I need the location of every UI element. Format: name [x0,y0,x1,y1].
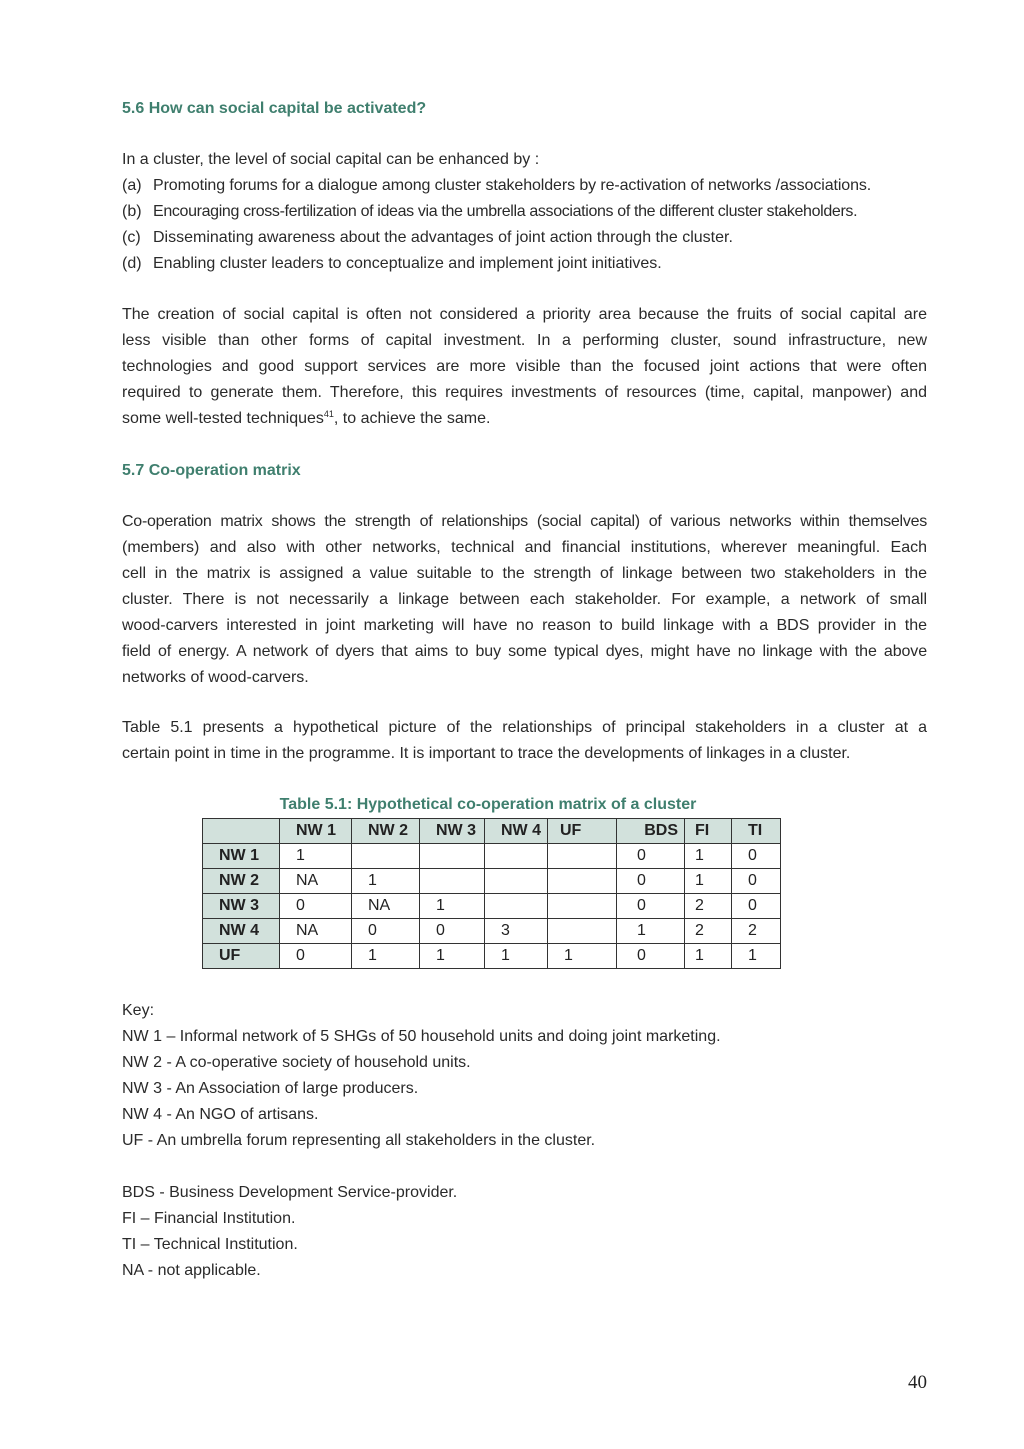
paragraph-line: field of energy. A network of dyers that aims to buy some typical dyes, might have no linkage with the above [122,643,927,660]
paragraph-line: cell in the matrix is assigned a value suitable to the strength of linkage between two stakeholders in the [122,565,927,582]
paragraph-line: The creation of social capital is often not considered a priority area because the fruits of social capital are [122,306,927,323]
key-section [122,998,927,1284]
table-cell [352,844,420,869]
table-cell: NA [280,869,352,894]
table-cell: 2 [685,919,732,944]
list-item-text: Enabling cluster leaders to conceptualize and implement joint initiatives. [153,255,662,272]
paragraph-line: cluster. There is not necessarily a linkage between each stakeholder. For example, a network of small [122,591,927,608]
table-cell: 1 [352,869,420,894]
paragraph-line: networks of wood-carvers. [122,669,309,686]
table-cell: 0 [617,944,685,969]
table-header-cell: TI [732,819,781,844]
table-cell: 0 [352,919,420,944]
list-marker: (b) [122,203,142,220]
page-number: 40 [908,1372,927,1393]
table-cell: NA [280,919,352,944]
table-cell: 0 [280,944,352,969]
table-row [203,919,781,944]
table-cell [548,919,617,944]
table-row-header: NW 3 [203,894,280,919]
table-cell [485,869,548,894]
paragraph-line: Co-operation matrix shows the strength of relationships (social capital) of various networks within themselves [122,513,927,530]
table-cell: 0 [617,844,685,869]
table-header-cell: UF [548,819,617,844]
table-cell: 0 [732,869,781,894]
list-item-a [122,173,927,199]
key-item: BDS - Business Development Service-provider. [122,1184,458,1201]
table-row-header: NW 4 [203,919,280,944]
list-item-b [122,199,927,225]
table-cell: 0 [617,894,685,919]
key-item: NA - not applicable. [122,1262,261,1279]
key-item: NW 2 - A co-operative society of household units. [122,1054,471,1071]
table-cell: 1 [732,944,781,969]
table-cell: 0 [280,894,352,919]
key-spacer [122,1154,927,1180]
list-item-c [122,225,927,251]
table-cell: 1 [685,944,732,969]
key-item: TI – Technical Institution. [122,1236,298,1253]
table-cell: 1 [685,869,732,894]
table-row-header: NW 2 [203,869,280,894]
table-caption: Table 5.1: Hypothetical co-operation matrix of a cluster [279,796,697,813]
key-item: NW 3 - An Association of large producers. [122,1080,419,1097]
list-marker: (c) [122,229,141,246]
footnote-ref: 41 [323,409,334,419]
paragraph-line-text: , to achieve the same. [333,410,491,427]
table-cell: 1 [617,919,685,944]
section-heading-5-7: 5.7 Co-operation matrix [122,462,301,479]
table-cell: 0 [732,894,781,919]
paragraph-line: Table 5.1 presents a hypothetical picture of the relationships of principal stakeholders in a cluster at a [122,719,927,736]
table-cell: 0 [732,844,781,869]
table-header-cell: FI [685,819,732,844]
key-item: UF - An umbrella forum representing all stakeholders in the cluster. [122,1132,596,1149]
intro-line: In a cluster, the level of social capital can be enhanced by : [122,151,540,168]
paragraph-line [122,406,927,432]
section-heading-5-6: 5.6 How can social capital be activated? [122,100,427,117]
table-row [203,894,781,919]
paragraph-line: wood-carvers interested in joint marketing will have no reason to build linkage with a BDS provider in the [122,617,927,634]
list-item-d [122,251,927,277]
table-row-header: UF [203,944,280,969]
table-cell: 0 [420,919,485,944]
paragraph-line: certain point in time in the programme. It is important to trace the developments of linkages in a cluster. [122,745,851,762]
co-operation-matrix-table [202,818,781,969]
table-header-row [203,819,781,844]
co-operation-matrix-paragraph [122,509,927,691]
table-cell [485,844,548,869]
table-cell: 2 [732,919,781,944]
key-item: NW 4 - An NGO of artisans. [122,1106,319,1123]
table-header-cell: BDS [617,819,685,844]
list-marker: (a) [122,177,142,194]
key-item: NW 1 – Informal network of 5 SHGs of 50 household units and doing joint marketing. [122,1028,721,1045]
table-intro-paragraph [122,715,927,767]
table-cell [420,844,485,869]
table-cell: 2 [685,894,732,919]
paragraph-line-text: some well-tested techniques [122,410,324,427]
table-cell: 1 [420,894,485,919]
table-row [203,869,781,894]
table-header-cell: NW 3 [420,819,485,844]
table-row-header: NW 1 [203,844,280,869]
table-cell: 1 [685,844,732,869]
section-5-6-body [122,147,927,277]
list-item-text: Promoting forums for a dialogue among cluster stakeholders by re-activation of networks /associations. [153,177,872,194]
list-marker: (d) [122,255,142,272]
table-header-cell: NW 4 [485,819,548,844]
table-header-cell: NW 1 [280,819,352,844]
paragraph-line: (members) and also with other networks, technical and financial institutions, wherever meaningful. Each [122,539,927,556]
paragraph-line: technologies and good support services are more visible than the focused joint actions that were often [122,358,927,375]
table-cell: 1 [420,944,485,969]
table-cell: NA [352,894,420,919]
table-cell [548,894,617,919]
table-cell: 0 [617,869,685,894]
table-cell [420,869,485,894]
table-cell [485,894,548,919]
table-cell: 1 [548,944,617,969]
table-row [203,844,781,869]
table-header-cell [203,819,280,844]
key-title: Key: [122,1002,155,1019]
table-cell [548,869,617,894]
paragraph-line: less visible than other forms of capital investment. In a performing cluster, sound infrastructure, new [122,332,927,349]
table-row [203,944,781,969]
list-item-text: Disseminating awareness about the advantages of joint action through the cluster. [153,229,733,246]
table-cell [548,844,617,869]
list-item-text: Encouraging cross-fertilization of ideas via the umbrella associations of the different cluster stakeholders. [153,203,858,220]
table-cell: 1 [352,944,420,969]
table-cell: 1 [485,944,548,969]
table-header-cell: NW 2 [352,819,420,844]
table-cell: 1 [280,844,352,869]
table-cell: 3 [485,919,548,944]
social-capital-paragraph [122,302,927,432]
key-item: FI – Financial Institution. [122,1210,296,1227]
paragraph-line: required to generate them. Therefore, this requires investments of resources (time, capital, manpower) and [122,384,927,401]
